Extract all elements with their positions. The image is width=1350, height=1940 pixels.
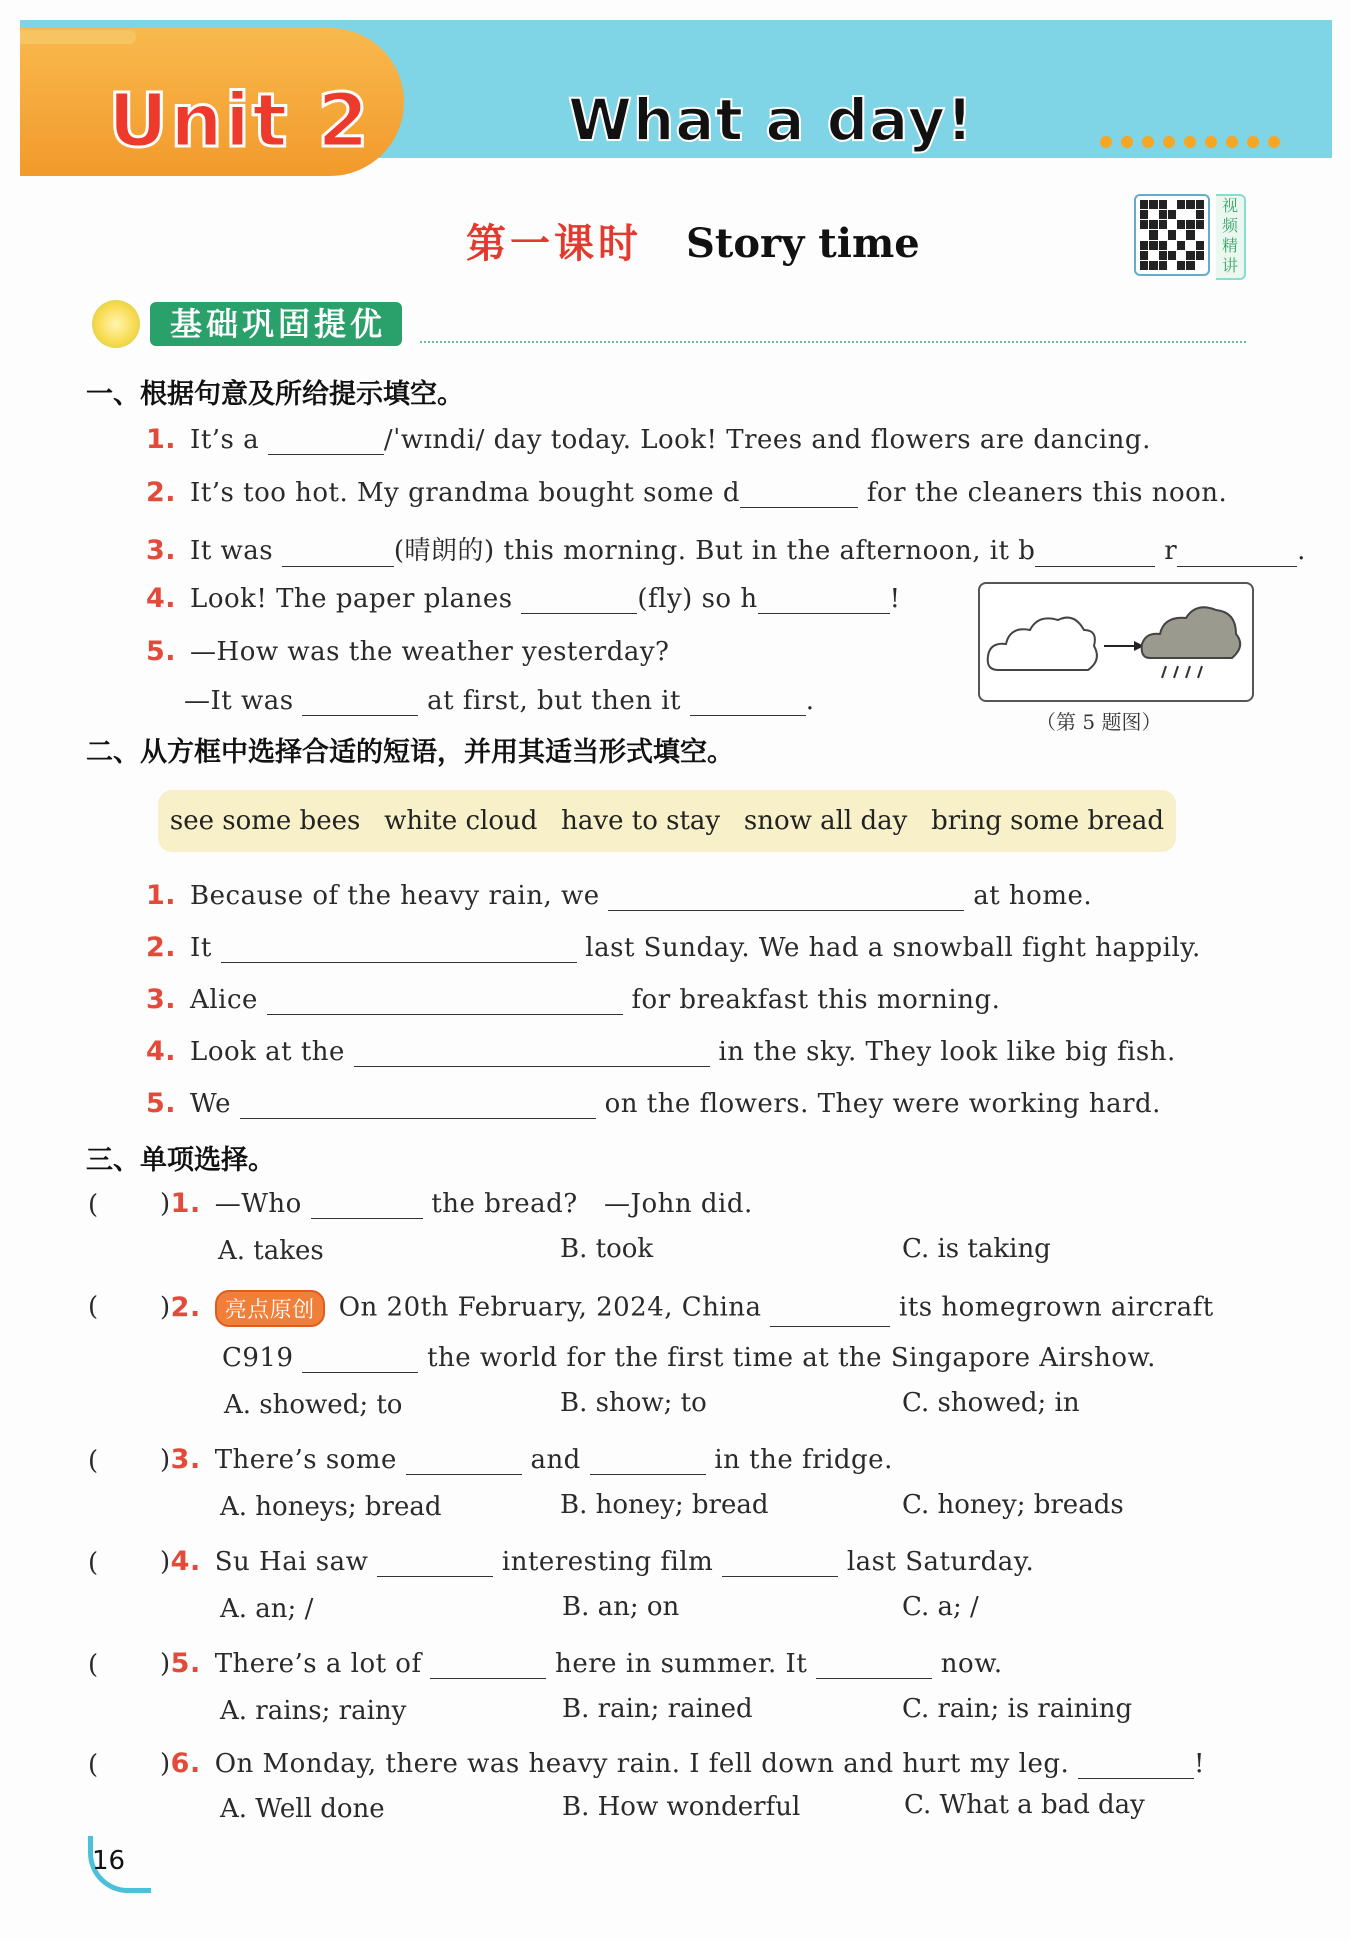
answer-blank[interactable]	[1177, 536, 1297, 567]
lesson-title	[466, 212, 920, 269]
part1-item-1	[146, 424, 1151, 455]
item-number: 1.	[146, 880, 177, 911]
question-text: its homegrown aircraft	[899, 1292, 1214, 1323]
item-text: Because of the heavy rain, we	[190, 881, 600, 911]
answer-blank[interactable]	[268, 424, 384, 455]
item-number: 4.	[170, 1546, 201, 1577]
question-text: —Who	[214, 1189, 302, 1219]
answer-blank[interactable]	[377, 1546, 493, 1577]
option-a[interactable]: A. Well done	[220, 1794, 385, 1824]
answer-paren-close: )	[160, 1649, 171, 1679]
part1-item-5-answer	[184, 685, 815, 716]
option-c[interactable]: C. What a bad day	[904, 1790, 1145, 1820]
qr-label: 视频精讲	[1216, 194, 1246, 280]
item-text: r	[1164, 536, 1178, 566]
question-text: the bread?	[431, 1189, 578, 1219]
question-text: here in summer. It	[555, 1649, 808, 1679]
section-header	[92, 302, 402, 346]
answer-blank[interactable]	[282, 536, 394, 567]
option-a[interactable]: A. an; /	[220, 1594, 314, 1624]
part2-item-5	[146, 1088, 1161, 1119]
answer-blank[interactable]	[354, 1036, 710, 1067]
item-text: /ˈwɪndi/ day today. Look! Trees and flowers are dancing.	[383, 425, 1151, 455]
item-number: 2.	[170, 1291, 201, 1323]
answer-blank[interactable]	[758, 583, 890, 614]
item-text: .	[805, 686, 815, 716]
option-a[interactable]: A. showed; to	[224, 1390, 403, 1420]
unit-subtitle: What a day!	[568, 86, 974, 154]
mc-question-5	[160, 1648, 1003, 1679]
item-number: 1.	[170, 1188, 201, 1219]
item-text: Alice	[190, 985, 258, 1015]
answer-paren-close: )	[160, 1445, 171, 1475]
answer-paren-open[interactable]: (	[88, 1650, 99, 1680]
answer-blank[interactable]	[690, 685, 806, 716]
option-b[interactable]: B. an; on	[562, 1592, 680, 1622]
answer-blank[interactable]	[521, 583, 637, 614]
question-text: now.	[940, 1649, 1003, 1679]
part1-item-4	[146, 583, 901, 614]
question-text: last Saturday.	[846, 1547, 1035, 1577]
question-text: the world for the first time at the Singapore Airshow.	[427, 1343, 1156, 1373]
mc-question-6	[160, 1748, 1205, 1779]
sun-house-icon	[92, 300, 140, 348]
word-option: bring some bread	[931, 806, 1165, 836]
item-number: 5.	[146, 1088, 177, 1119]
answer-paren-close: )	[160, 1547, 171, 1577]
item-text: in the sky. They look like big fish.	[718, 1037, 1176, 1067]
item-text: .	[1297, 536, 1306, 566]
mc-question-4	[160, 1546, 1034, 1577]
part1-item-5	[146, 636, 669, 667]
item-number: 5.	[170, 1648, 201, 1679]
item-text: It’s a	[190, 425, 260, 455]
item-number: 3.	[146, 984, 177, 1015]
item-text: on the flowers. They were working hard.	[604, 1089, 1161, 1119]
item-text: —How was the weather yesterday?	[190, 637, 670, 667]
lesson-title-en: Story time	[686, 220, 920, 267]
answer-paren-close: )	[160, 1292, 171, 1323]
question-text: There’s a lot of	[214, 1649, 422, 1679]
part1-item-3	[146, 530, 1306, 567]
section-title: 基础巩固提优	[150, 302, 402, 346]
question-text: C919	[222, 1343, 294, 1373]
weather-picture	[978, 582, 1254, 702]
word-box	[158, 790, 1176, 852]
item-number: 3.	[146, 535, 177, 566]
answer-paren-open[interactable]: (	[88, 1292, 99, 1322]
answer-blank[interactable]	[406, 1444, 522, 1475]
option-b[interactable]: B. How wonderful	[562, 1792, 801, 1822]
cloud-to-rain-illustration	[980, 584, 1252, 700]
answer-blank[interactable]	[302, 1342, 418, 1373]
part1-title: 一、根据句意及所给提示填空。	[86, 379, 464, 410]
item-text: We	[190, 1089, 232, 1119]
option-b[interactable]: B. took	[560, 1234, 654, 1264]
item-text: Look! The paper planes	[190, 584, 513, 614]
item-text: (fly) so h	[637, 584, 758, 614]
item-number: 5.	[146, 636, 177, 667]
answer-paren-close: )	[160, 1749, 171, 1779]
mc-question-1	[160, 1188, 753, 1219]
answer-blank[interactable]	[311, 1188, 423, 1219]
option-c[interactable]: C. rain; is raining	[902, 1694, 1133, 1724]
unit-title: Unit 2	[108, 78, 371, 164]
item-text: It	[190, 933, 212, 963]
original-badge: 亮点原创	[215, 1290, 325, 1327]
answer-blank[interactable]	[770, 1296, 890, 1327]
answer-blank[interactable]	[267, 984, 623, 1015]
answer-blank[interactable]	[221, 932, 577, 963]
option-c[interactable]: C. a; /	[902, 1592, 979, 1622]
answer-blank[interactable]	[1035, 536, 1155, 567]
picture-caption: （第 5 题图）	[1036, 710, 1162, 734]
answer-paren-open[interactable]: (	[88, 1446, 99, 1476]
lesson-title-cn: 第一课时	[466, 220, 642, 267]
item-text: last Sunday. We had a snowball fight happily.	[585, 933, 1201, 963]
answer-blank[interactable]	[430, 1648, 546, 1679]
option-b[interactable]: B. honey; bread	[560, 1490, 769, 1520]
question-text: and	[530, 1445, 581, 1475]
answer-blank[interactable]	[302, 685, 418, 716]
item-number: 3.	[170, 1444, 201, 1475]
section-divider	[420, 341, 1246, 343]
header-stripe	[20, 30, 136, 44]
answer-paren-open[interactable]: (	[88, 1190, 99, 1220]
mc-question-2	[160, 1290, 1214, 1327]
answer-paren-close: )	[160, 1189, 171, 1219]
answer-paren-open[interactable]: (	[88, 1750, 99, 1780]
part2-item-3	[146, 984, 1000, 1015]
item-text: for breakfast this morning.	[631, 985, 1001, 1015]
question-text: —John did.	[604, 1189, 753, 1219]
answer-blank[interactable]	[740, 477, 858, 508]
option-b[interactable]: B. show; to	[560, 1388, 707, 1418]
item-text: for the cleaners this noon.	[866, 478, 1228, 508]
option-b[interactable]: B. rain; rained	[562, 1694, 753, 1724]
part2-item-2	[146, 932, 1201, 963]
question-text: Su Hai saw	[214, 1547, 369, 1577]
option-a[interactable]: A. takes	[218, 1236, 324, 1266]
question-text: in the fridge.	[714, 1445, 893, 1475]
question-text: On Monday, there was heavy rain. I fell down and hurt my leg.	[214, 1749, 1070, 1779]
part3-title: 三、单项选择。	[86, 1145, 275, 1176]
part2-item-1	[146, 880, 1092, 911]
item-text: at first, but then it	[427, 686, 681, 716]
word-option: snow all day	[743, 806, 908, 836]
page-number: 16	[92, 1846, 126, 1876]
answer-blank[interactable]	[1078, 1748, 1194, 1779]
item-text: It was	[190, 536, 274, 566]
option-a[interactable]: A. rains; rainy	[220, 1696, 407, 1726]
header-dots	[1100, 136, 1280, 148]
item-number: 2.	[146, 932, 177, 963]
item-text: It’s too hot. My grandma bought some d	[190, 478, 741, 508]
item-text: at home.	[973, 881, 1093, 911]
item-text: (晴朗的) this morning. But in the afternoon, it b	[393, 536, 1036, 566]
answer-blank[interactable]	[240, 1088, 596, 1119]
word-option: see some bees	[169, 806, 361, 836]
question-text: There’s some	[214, 1445, 397, 1475]
question-text: interesting film	[501, 1547, 714, 1577]
item-text: —It was	[184, 686, 294, 716]
question-text: On 20th February, 2024, China	[338, 1292, 762, 1323]
answer-paren-open[interactable]: (	[88, 1548, 99, 1578]
part2-item-4	[146, 1036, 1176, 1067]
answer-blank[interactable]	[816, 1648, 932, 1679]
item-number: 4.	[146, 1036, 177, 1067]
item-number: 4.	[146, 583, 177, 614]
item-number: 6.	[170, 1748, 201, 1779]
answer-blank[interactable]	[608, 880, 964, 911]
option-a[interactable]: A. honeys; bread	[220, 1492, 442, 1522]
option-c[interactable]: C. showed; in	[902, 1388, 1080, 1418]
word-option: have to stay	[561, 806, 721, 836]
option-c[interactable]: C. is taking	[902, 1234, 1051, 1264]
answer-blank[interactable]	[590, 1444, 706, 1475]
item-text: Look at the	[190, 1037, 345, 1067]
option-c[interactable]: C. honey; breads	[902, 1490, 1124, 1520]
question-text: !	[1194, 1749, 1205, 1779]
answer-blank[interactable]	[722, 1546, 838, 1577]
mc-question-3	[160, 1444, 893, 1475]
qr-code[interactable]	[1134, 194, 1210, 276]
item-number: 2.	[146, 477, 177, 508]
part1-item-2	[146, 477, 1227, 508]
item-text: !	[889, 584, 901, 614]
mc-question-2-cont	[222, 1342, 1156, 1373]
part2-title: 二、从方框中选择合适的短语，并用其适当形式填空。	[86, 737, 734, 768]
word-option: white cloud	[384, 806, 538, 836]
item-number: 1.	[146, 424, 177, 455]
